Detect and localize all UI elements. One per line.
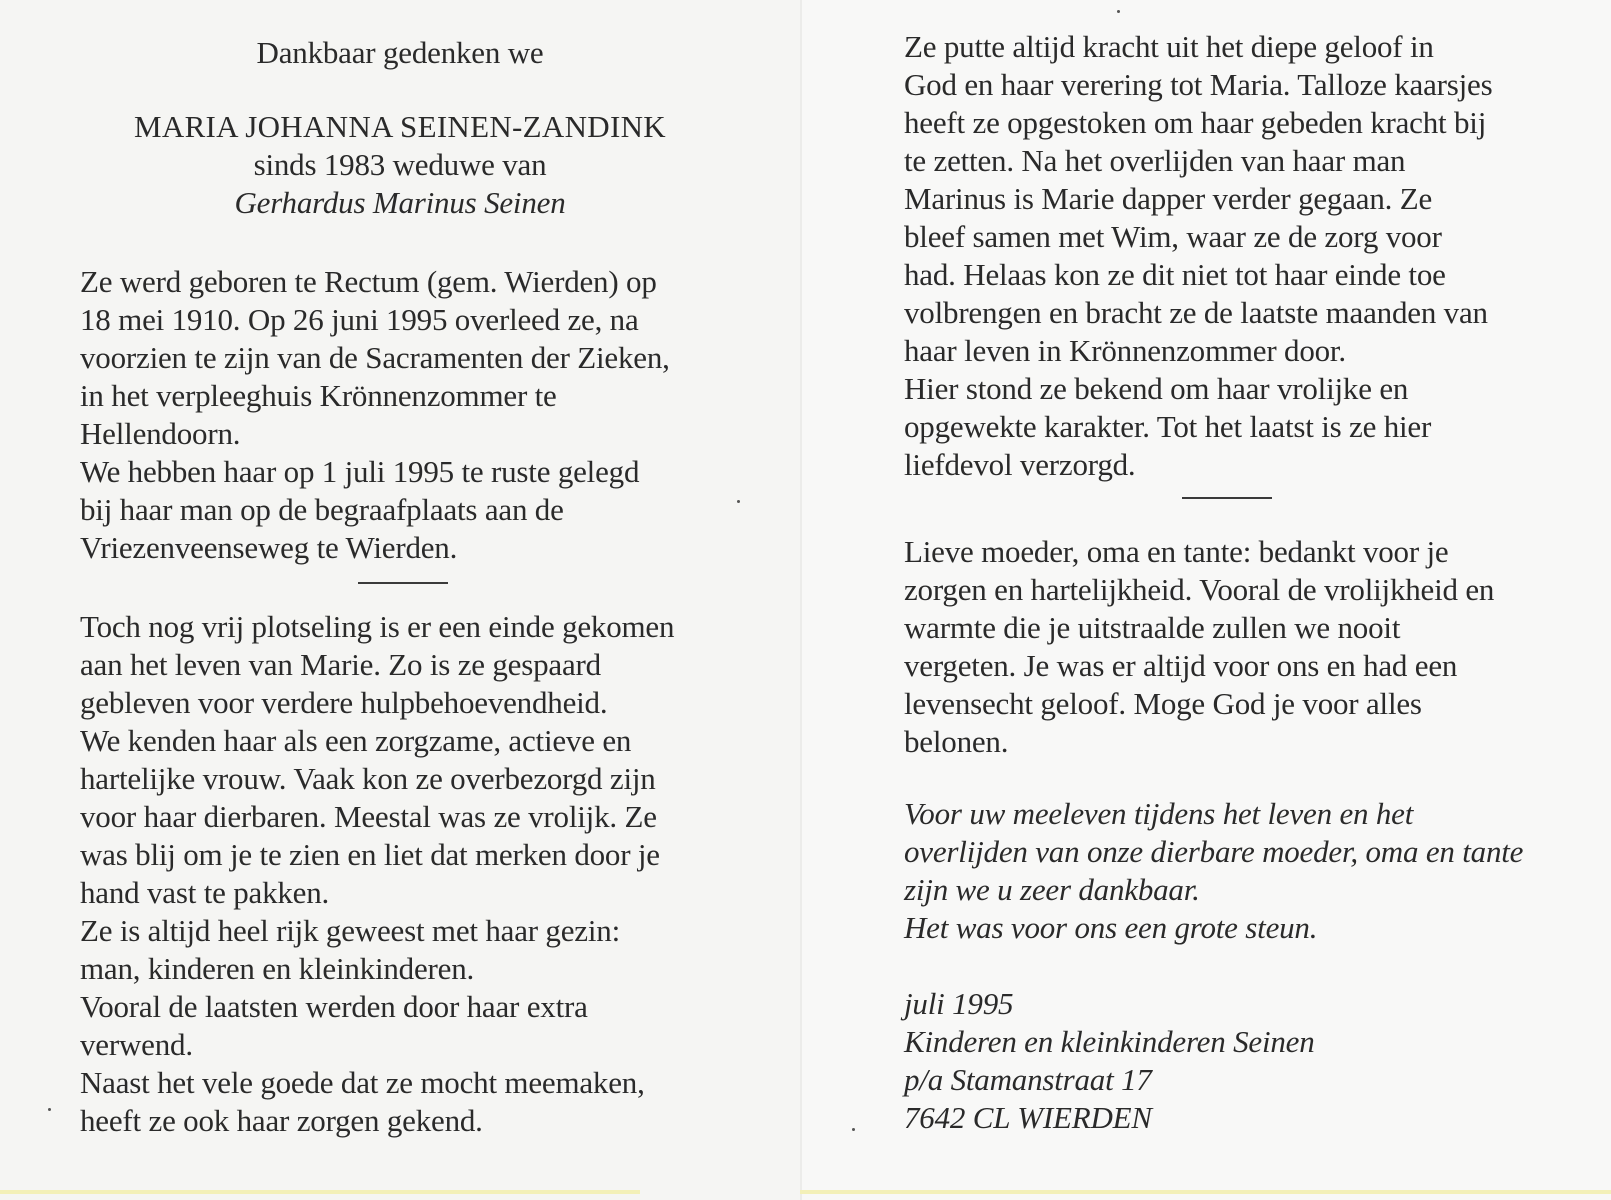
text-line: haar leven in Krönnenzommer door. <box>904 333 1346 368</box>
signature-family: Kinderen en kleinkinderen Seinen <box>904 1024 1315 1059</box>
husband-name: Gerhardus Marinus Seinen <box>234 185 566 220</box>
text-line: aan het leven van Marie. Zo is ze gespaard <box>80 647 601 682</box>
text-line: voorzien te zijn van de Sacramenten der Zieken, <box>80 340 670 375</box>
scan-speck <box>1117 10 1120 13</box>
text-line: in het verpleeghuis Krönnenzommer te <box>80 378 557 413</box>
card-heading: Dankbaar gedenken we <box>256 35 544 70</box>
text-line: Vooral de laatsten werden door haar extra <box>80 989 588 1024</box>
text-line: warmte die je uitstraalde zullen we nooit <box>904 610 1401 645</box>
text-line: verwend. <box>80 1027 193 1062</box>
text-line: We kenden haar als een zorgzame, actieve en <box>80 723 632 758</box>
text-line: volbrengen en bracht ze de laatste maanden van <box>904 295 1488 330</box>
text-line: hartelijke vrouw. Vaak kon ze overbezorgd zijn <box>80 761 656 796</box>
scan-speck <box>48 1108 51 1111</box>
scan-speck <box>852 1128 855 1131</box>
text-line: was blij om je te zien en liet dat merken door je <box>80 837 660 872</box>
text-line: Lieve moeder, oma en tante: bedankt voor je <box>904 534 1449 569</box>
text-line: Ze putte altijd kracht uit het diepe geloof in <box>904 29 1434 64</box>
text-line: Voor uw meeleven tijdens het leven en het <box>904 796 1414 831</box>
deceased-name: MARIA JOHANNA SEINEN-ZANDINK <box>134 109 666 144</box>
text-line: We hebben haar op 1 juli 1995 te ruste gelegd <box>80 454 640 489</box>
text-line: Marinus is Marie dapper verder gegaan. Ze <box>904 181 1433 216</box>
text-line: man, kinderen en kleinkinderen. <box>80 951 475 986</box>
text-line: Vriezenveenseweg te Wierden. <box>80 530 458 565</box>
text-line: hand vast te pakken. <box>80 875 330 910</box>
text-line: bij haar man op de begraafplaats aan de <box>80 492 564 527</box>
bottom-edge-strip-right <box>800 1190 1611 1194</box>
text-line: had. Helaas kon ze dit niet tot haar einde toe <box>904 257 1446 292</box>
section-divider <box>1182 497 1272 499</box>
text-line: vergeten. Je was er altijd voor ons en had een <box>904 648 1458 683</box>
text-line: Het was voor ons een grote steun. <box>904 910 1318 945</box>
text-line: zijn we u zeer dankbaar. <box>904 872 1200 907</box>
text-line: Ze is altijd heel rijk geweest met haar gezin: <box>80 913 620 948</box>
text-line: 18 mei 1910. Op 26 juni 1995 overleed ze, na <box>80 302 639 337</box>
widow-line: sinds 1983 weduwe van <box>253 147 547 182</box>
signature-date: juli 1995 <box>904 986 1014 1021</box>
text-line: heeft ze ook haar zorgen gekend. <box>80 1103 483 1138</box>
signature-address: p/a Stamanstraat 17 <box>904 1062 1152 1097</box>
text-line: liefdevol verzorgd. <box>904 447 1136 482</box>
text-line: opgewekte karakter. Tot het laatst is ze hier <box>904 409 1432 444</box>
text-line: bleef samen met Wim, waar ze de zorg voor <box>904 219 1442 254</box>
text-line: belonen. <box>904 724 1009 759</box>
text-line: Ze werd geboren te Rectum (gem. Wierden) op <box>80 264 657 299</box>
text-line: God en haar verering tot Maria. Talloze kaarsjes <box>904 67 1493 102</box>
text-line: levensecht geloof. Moge God je voor alles <box>904 686 1422 721</box>
text-line: Naast het vele goede dat ze mocht meemaken, <box>80 1065 645 1100</box>
scan-speck <box>737 500 740 503</box>
text-line: Hier stond ze bekend om haar vrolijke en <box>904 371 1409 406</box>
bottom-edge-strip-left <box>0 1190 640 1194</box>
fold-line <box>800 0 802 1200</box>
text-line: Toch nog vrij plotseling is er een einde gekomen <box>80 609 675 644</box>
signature-postcode: 7642 CL WIERDEN <box>904 1100 1152 1135</box>
text-line: gebleven voor verdere hulpbehoevendheid. <box>80 685 608 720</box>
text-line: zorgen en hartelijkheid. Vooral de vrolijkheid en <box>904 572 1495 607</box>
text-line: te zetten. Na het overlijden van haar man <box>904 143 1406 178</box>
text-line: voor haar dierbaren. Meestal was ze vrolijk. Ze <box>80 799 657 834</box>
section-divider <box>358 582 448 584</box>
text-line: Hellendoorn. <box>80 416 241 451</box>
text-line: overlijden van onze dierbare moeder, oma en tante <box>904 834 1524 869</box>
text-line: heeft ze opgestoken om haar gebeden kracht bij <box>904 105 1487 140</box>
